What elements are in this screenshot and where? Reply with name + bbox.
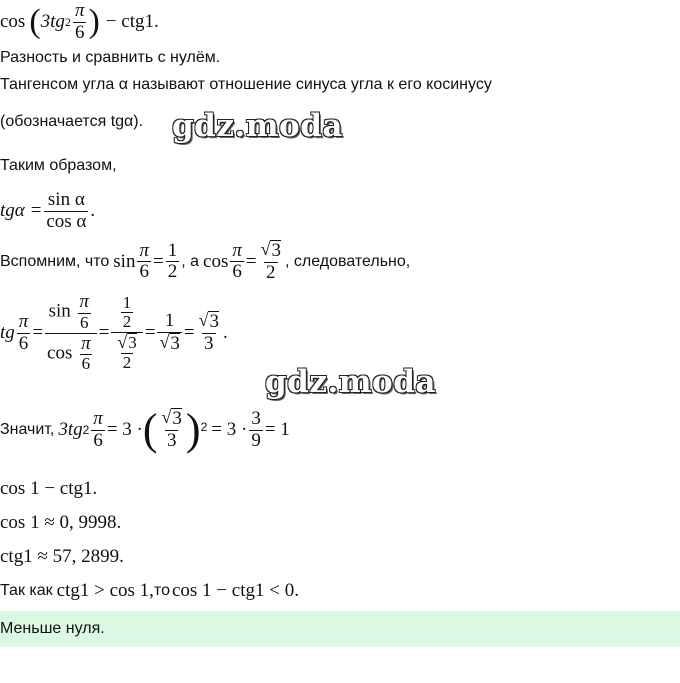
therefore-prefix: Значит, xyxy=(0,421,55,438)
task-text: Разность и сравнить с нулём. xyxy=(0,49,221,66)
answer-text: Меньше нуля. xyxy=(0,620,105,637)
since-prefix: Так как xyxy=(0,582,53,599)
recall-prefix: Вспомним, что xyxy=(0,252,110,270)
answer-box xyxy=(0,611,680,647)
watermark-logo-2: gdz.moda xyxy=(265,364,436,400)
paren-right: ) xyxy=(88,3,100,40)
definition-text: Тангенсом угла α называют отношение синуса угла к его косинусу xyxy=(0,76,492,93)
minus-ctg1: − ctg1. xyxy=(105,11,159,32)
sin-alpha: sin α xyxy=(47,189,85,210)
pi-over-6 xyxy=(73,1,87,44)
recall-line: Вспомним, что sin $\frac{\pi}{6}$ = $\frac{1}{2}$ , а cos $\frac{\pi}{6}$ = √ 3 2 , следовательно, xyxy=(0,239,411,283)
cos1-value-line: cos 1 ≈ 0, 9998. xyxy=(0,512,122,533)
since-mid: то xyxy=(153,582,170,599)
cos-label: cos xyxy=(0,11,26,32)
expression-line xyxy=(0,2,159,42)
watermark-logo: gdz.moda xyxy=(172,108,343,144)
tg-pi6-chain: tg $\frac{\pi}{6}$ = sin $\frac{\pi}{6}$ cos $\frac{\pi}{6}$ = $\frac{1}{2}$ √ 3 2 = 1 √ 3 = √ 3 3 . xyxy=(0,291,228,374)
ctg1-value-line: ctg1 ≈ 57, 2899. xyxy=(0,546,124,567)
thus-text: Таким образом, xyxy=(0,157,117,174)
power-2: 2 xyxy=(64,14,71,29)
cos-alpha: cos α xyxy=(46,210,87,232)
sin-over-cos xyxy=(44,190,88,233)
therefore-line: Значит, 3tg 2 $\frac{\pi}{6}$ = 3 · ( √ 3 3 ) 2 = 3 · $\frac{3}{9}$ = 1 xyxy=(0,405,290,454)
comparison-line xyxy=(0,580,299,602)
tg-definition-formula: tgα = $\frac{\text{sin α}}{\text{cos α}}$ . xyxy=(0,189,96,232)
since-expr-2: cos 1 − ctg1 < 0. xyxy=(171,580,299,601)
tg-term: 3tg xyxy=(40,11,65,32)
cos1-ctg1-line: cos 1 − ctg1. xyxy=(0,478,98,499)
tg-alpha-label: tgα = xyxy=(0,200,43,222)
six-denominator: 6 xyxy=(74,21,85,43)
recall-suffix: , следовательно, xyxy=(284,252,411,270)
recall-mid: , а xyxy=(181,252,200,270)
pi-numerator: π xyxy=(74,0,85,21)
paren-left: ( xyxy=(29,3,41,40)
since-expr: ctg1 > cos 1, xyxy=(56,580,154,601)
definition-note: (обозначается tgα). xyxy=(0,113,144,130)
